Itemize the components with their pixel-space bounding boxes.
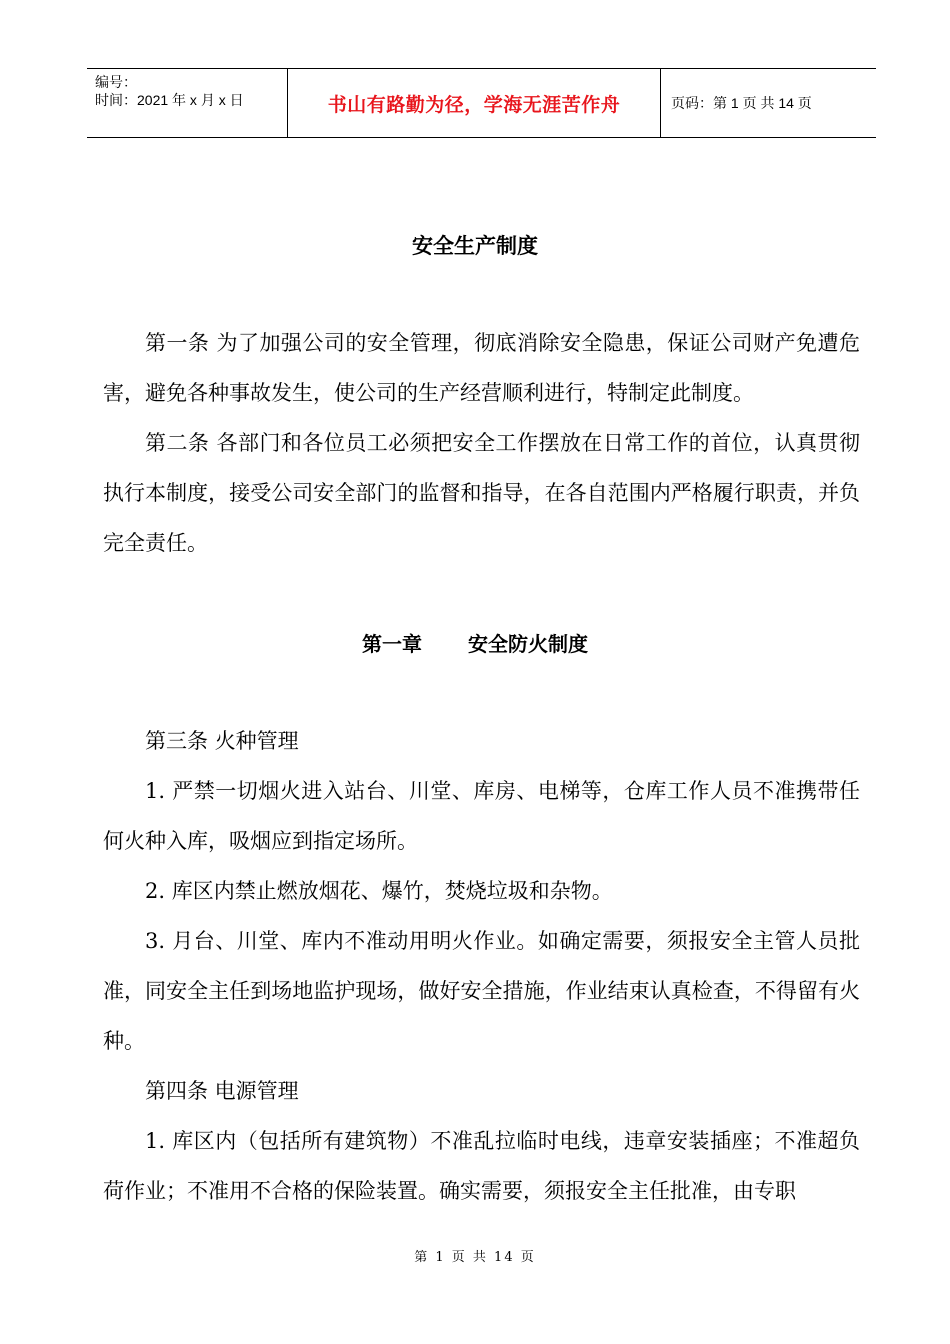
document-time-label: 时间：2021 年 x 月 x 日	[95, 92, 244, 108]
article-4-heading: 第四条 电源管理	[145, 1079, 299, 1103]
page-footer: 第 1 页 共 14 页	[414, 1250, 536, 1265]
chapter-heading	[0, 628, 950, 657]
article-2: 第二条 各部门和各位员工必须把安全工作摆放在日常工作的首位，认真贯彻执行本制度，接受公司安全部门的监督和指导，在各自范围内严格履行职责，并负完全责任。	[103, 431, 860, 555]
article-3-item-1: 1. 严禁一切烟火进入站台、川堂、库房、电梯等，仓库工作人员不准携带任何火种入库，吸烟应到指定场所。	[103, 779, 860, 853]
page-header	[87, 68, 876, 138]
article-1: 第一条 为了加强公司的安全管理，彻底消除安全隐患，保证公司财产免遭危害，避免各种事故发生，使公司的生产经营顺利进行，特制定此制度。	[103, 331, 860, 405]
article-3-item-2: 2. 库区内禁止燃放烟花、爆竹，焚烧垃圾和杂物。	[145, 879, 613, 903]
header-meta	[87, 69, 288, 137]
header-page-info: 页码：第 1 页 共 14 页	[671, 95, 812, 111]
header-motto: 书山有路勤为径，学海无涯苦作舟	[327, 93, 621, 116]
document-title: 安全生产制度	[412, 234, 538, 258]
chapter-number: 第一章	[362, 632, 422, 656]
article-3-heading: 第三条 火种管理	[145, 729, 299, 753]
article-4-item-1: 1. 库区内（包括所有建筑物）不准乱拉临时电线，违章安装插座；不准超负荷作业；不准用不合格的保险装置。确实需要，须报安全主任批准，由专职	[103, 1129, 860, 1203]
header-motto-cell	[288, 69, 661, 137]
chapter-title: 安全防火制度	[468, 632, 588, 656]
article-3-item-3: 3. 月台、川堂、库内不准动用明火作业。如确定需要，须报安全主管人员批准，同安全主任到场地监护现场，做好安全措施，作业结束认真检查，不得留有火种。	[103, 929, 860, 1053]
document-number-label: 编号：	[95, 74, 137, 90]
header-page-info-cell	[661, 69, 876, 137]
